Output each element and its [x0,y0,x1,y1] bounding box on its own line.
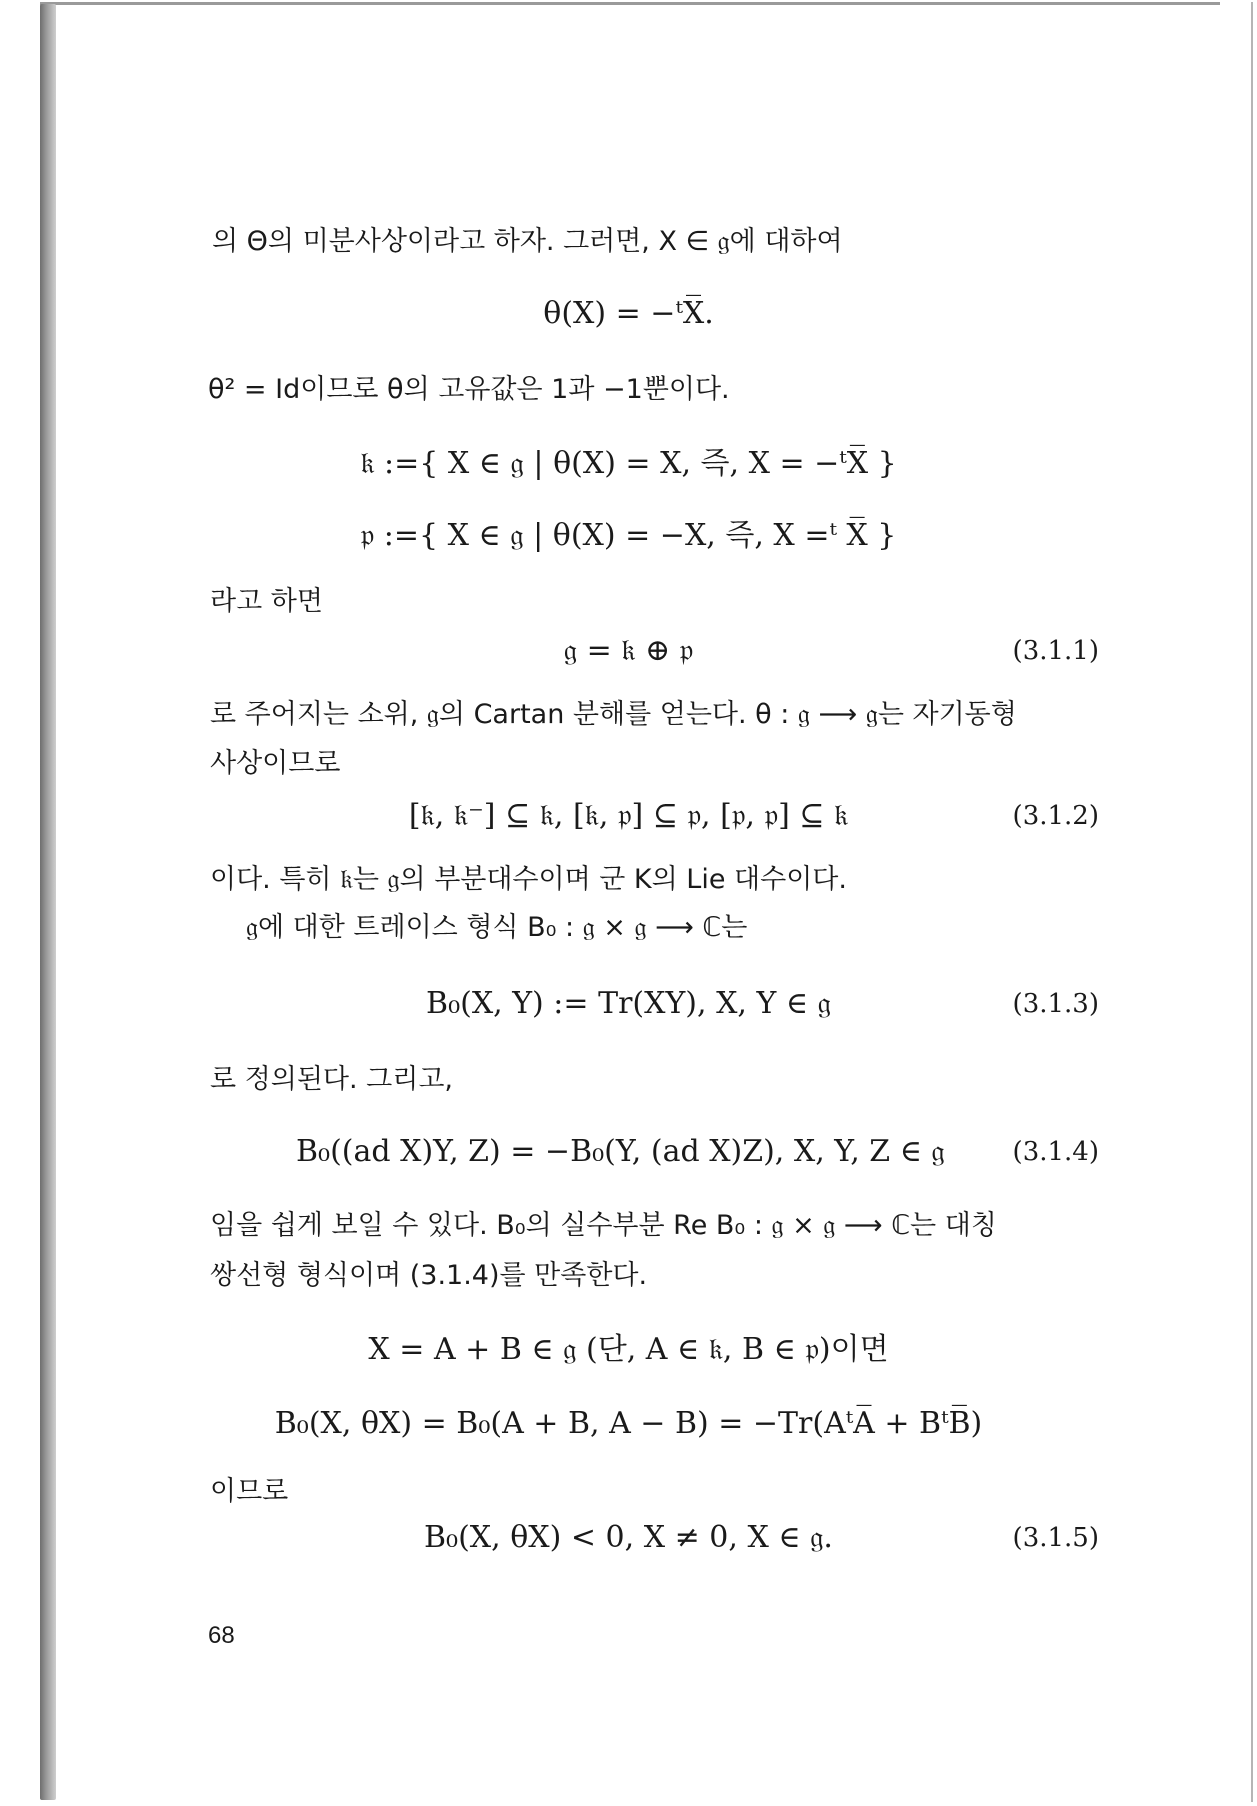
equation-number-3-1-5: (3.1.5) [1012,1523,1099,1553]
equation-cartan: 𝔤 = 𝔨 ⊕ 𝔭 [563,633,694,668]
page-number: 68 [208,1622,235,1649]
equation-brackets: [𝔨, 𝔨⁻] ⊆ 𝔨, [𝔨, 𝔭] ⊆ 𝔭, [𝔭, 𝔭] ⊆ 𝔨 [408,798,849,833]
equation-p-definition: 𝔭 :={ X ∈ 𝔤 | θ(X) = −X, 즉, X =ᵗ X̅ } [360,518,897,553]
equation-number-3-1-3: (3.1.3) [1012,989,1099,1019]
equation-number-3-1-1: (3.1.1) [1012,636,1099,666]
text-line-trace-form: 𝔤에 대한 트레이스 형식 B₀ : 𝔤 × 𝔤 ⟶ ℂ는 [246,912,748,943]
equation-number-3-1-2: (3.1.2) [1012,801,1099,831]
text-line-subalgebra: 이다. 특히 𝔨는 𝔤의 부분대수이며 군 K의 Lie 대수이다. [210,864,847,895]
text-line-then: 라고 하면 [210,586,323,617]
text-line-cartan-decomp: 로 주어지는 소위, 𝔤의 Cartan 분해를 얻는다. θ : 𝔤 ⟶ 𝔤는 자기동형 [210,699,1017,730]
equation-k-definition: 𝔨 :={ X ∈ 𝔤 | θ(X) = X, 즉, X = −ᵗX̅ } [360,446,897,481]
text-line-1: 의 Θ의 미분사상이라고 하자. 그러면, X ∈ 𝔤에 대하여 [212,226,843,257]
text-line-real-part: 임을 쉽게 보일 수 있다. B₀의 실수부분 Re B₀ : 𝔤 × 𝔤 ⟶ ℂ는 대칭 [210,1210,997,1241]
text-line-automorphism: 사상이므로 [210,748,341,779]
text-line-bilinear: 쌍선형 형식이며 (3.1.4)를 만족한다. [210,1260,648,1291]
equation-decomposition: X = A + B ∈ 𝔤 (단, A ∈ 𝔨, B ∈ 𝔭)이면 [368,1332,889,1367]
equation-negative-definite: B₀(X, θX) < 0, X ≠ 0, X ∈ 𝔤. [424,1520,833,1555]
text-line-therefore: 이므로 [210,1476,289,1507]
text-line-eigenvalues: θ² = Id이므로 θ의 고유값은 1과 −1뿐이다. [208,374,730,405]
equation-number-3-1-4: (3.1.4) [1012,1137,1099,1167]
text-line-defined: 로 정의된다. 그리고, [210,1064,453,1095]
equation-theta: θ(X) = −ᵗX̅. [543,296,714,331]
equation-ad-invariance: B₀((ad X)Y, Z) = −B₀(Y, (ad X)Z), X, Y, Z ∈ 𝔤 [296,1134,945,1169]
equation-trace-form: B₀(X, Y) := Tr(XY), X, Y ∈ 𝔤 [426,986,831,1021]
equation-b0-theta: B₀(X, θX) = B₀(A + B, A − B) = −Tr(AᵗA̅ + BᵗB̅) [274,1406,983,1441]
